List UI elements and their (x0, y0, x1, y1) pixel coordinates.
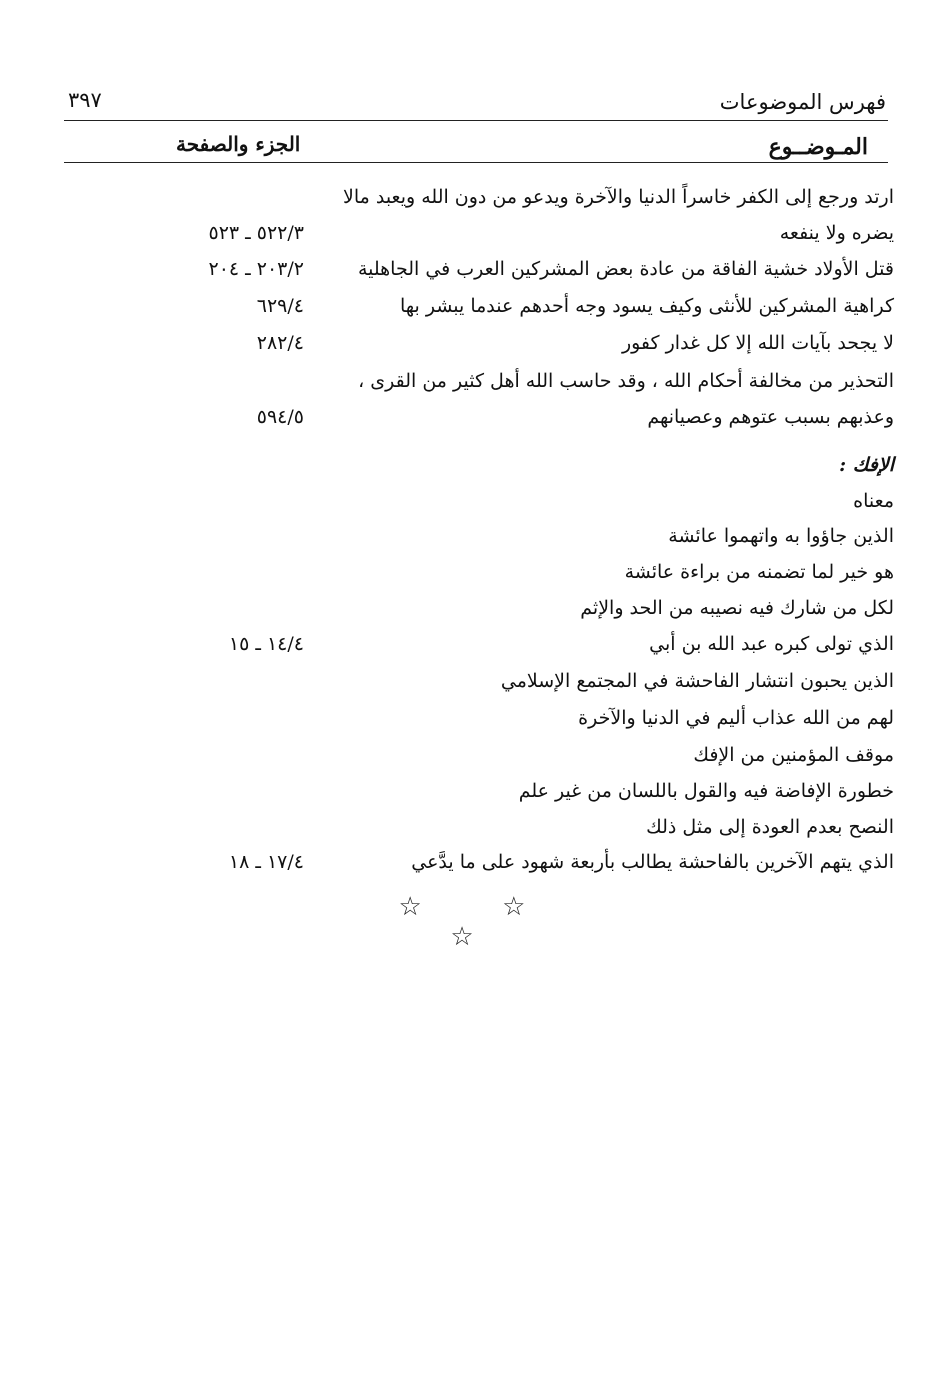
entry-text: معناه (853, 490, 894, 512)
entry-text: لكل من شارك فيه نصيبه من الحد والإثم (580, 597, 894, 619)
column-headings (64, 128, 888, 163)
entry-text: الذي يتهم الآخرين بالفاحشة يطالب بأربعة شهود على ما يدَّعي (411, 851, 894, 873)
index-entry (64, 519, 894, 553)
reference-column-heading: الجزء والصفحة (176, 132, 301, 156)
index-entry (64, 701, 894, 735)
page-header (64, 86, 888, 121)
entry-text: هو خير لما تضمنه من براءة عائشة (624, 561, 894, 583)
index-entry (64, 484, 894, 518)
index-entry (64, 216, 894, 250)
index-entry (64, 591, 894, 625)
index-entry (64, 326, 894, 360)
entry-text: لهم من الله عذاب أليم في الدنيا والآخرة (578, 707, 894, 729)
entry-text: التحذير من مخالفة أحكام الله ، وقد حاسب الله أهل كثير من القرى ، (358, 370, 894, 392)
entry-text: يضره ولا ينفعه (779, 222, 894, 244)
index-entry (64, 252, 894, 286)
index-entry (64, 810, 894, 844)
entry-text: الذين جاؤوا به واتهموا عائشة (668, 525, 894, 547)
entry-text: ارتد ورجع إلى الكفر خاسراً الدنيا والآخرة ويدعو من دون الله ويعبد مالا (343, 186, 894, 208)
entry-text: خطورة الإفاضة فيه والقول باللسان من غير علم (518, 780, 894, 802)
entry-reference: ١٧/٤ ـ ١٨ (228, 851, 304, 873)
index-entry (64, 364, 894, 398)
entry-reference: ١٤/٤ ـ ١٥ (228, 633, 304, 655)
page-number: ٣٩٧ (68, 88, 102, 112)
index-entry (64, 555, 894, 589)
entry-text: لا يجحد بآيات الله إلا كل غدار كفور (621, 332, 894, 354)
entry-text: الذي تولى كبره عبد الله بن أبي (649, 633, 894, 655)
entry-reference: ٢٠٣/٢ ـ ٢٠٤ (208, 258, 304, 280)
entry-text: وعذبهم بسبب عتوهم وعصيانهم (647, 406, 894, 428)
index-entry (64, 845, 894, 879)
entry-text: النصح بعدم العودة إلى مثل ذلك (646, 816, 894, 838)
index-entry (64, 400, 894, 434)
section-heading (64, 448, 894, 482)
topic-column-heading: المـوضــوع (768, 134, 868, 160)
entry-text: الذين يحبون انتشار الفاحشة في المجتمع الإسلامي (500, 670, 894, 692)
index-entry (64, 664, 894, 698)
index-entry (64, 774, 894, 808)
index-entry (64, 289, 894, 323)
index-entry (64, 180, 894, 214)
section-heading-text: الإفك : (839, 454, 894, 476)
index-entry (64, 627, 894, 661)
entry-reference: ٥٢٢/٣ ـ ٥٢٣ (208, 222, 304, 244)
index-entry (64, 738, 894, 772)
entry-reference: ٦٢٩/٤ (256, 295, 304, 317)
entry-text: قتل الأولاد خشية الفاقة من عادة بعض المشركين العرب في الجاهلية (357, 258, 894, 280)
running-title: فهرس الموضوعات (719, 90, 886, 114)
entry-reference: ٢٨٢/٤ (256, 332, 304, 354)
star-ornament-icon: ☆ ☆ ☆ (398, 892, 562, 952)
entry-reference: ٥٩٤/٥ (256, 406, 304, 428)
entry-text: موقف المؤمنين من الإفك (693, 744, 894, 766)
entry-text: كراهية المشركين للأنثى وكيف يسود وجه أحدهم عندما يبشر بها (399, 295, 894, 317)
